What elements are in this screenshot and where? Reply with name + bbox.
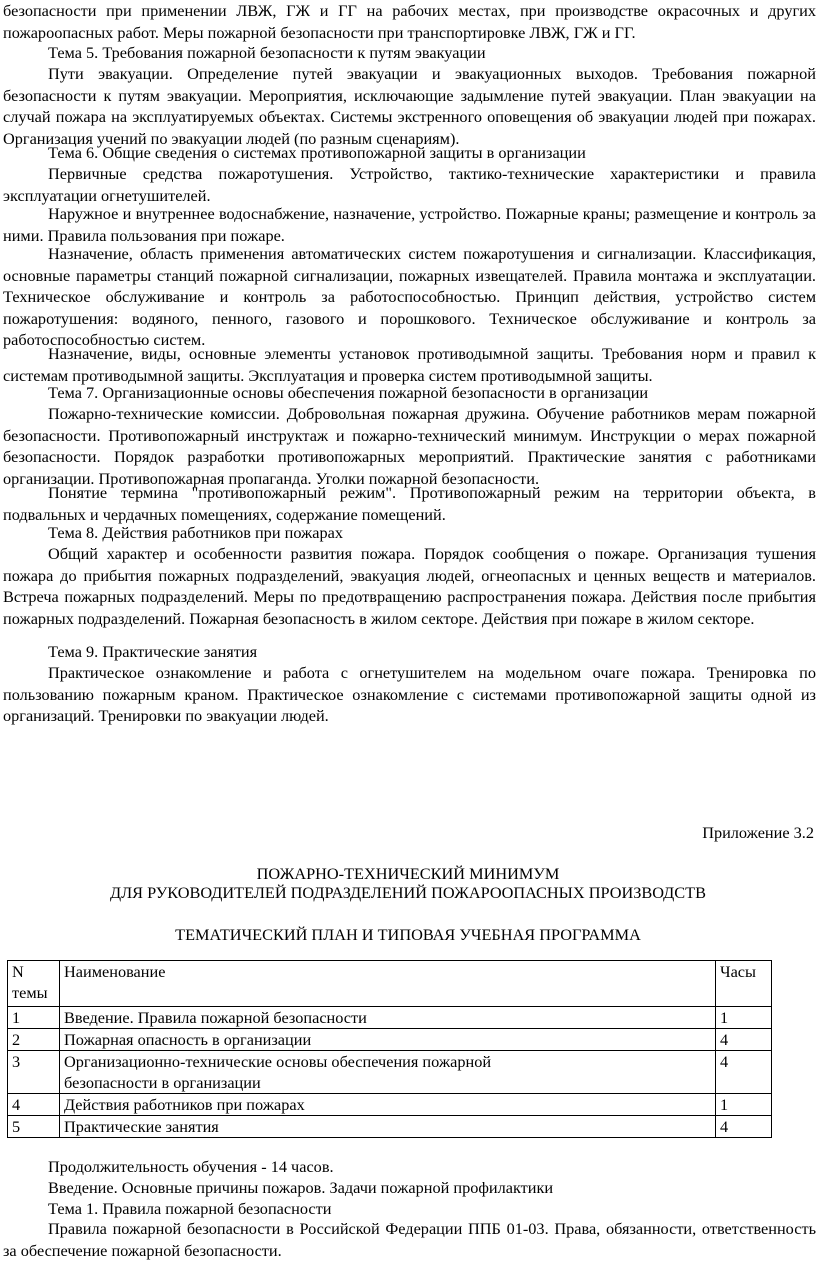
topic-name-cell: Организационно-технические основы обеспечения пожарной безопасности в организации <box>60 1051 716 1094</box>
topic-number-cell: 2 <box>8 1029 60 1051</box>
page-subtitle: ТЕМАТИЧЕСКИЙ ПЛАН И ТИПОВАЯ УЧЕБНАЯ ПРОГРАММА <box>175 925 641 944</box>
table-row <box>8 1007 772 1029</box>
topic-6-heading: Тема 6. Общие сведения о системах противопожарной защиты в организации <box>48 143 586 162</box>
thematic-plan-table <box>7 960 772 1138</box>
topic-name-cell: Действия работников при пожарах <box>60 1094 716 1116</box>
appendix-label: Приложение 3.2 <box>702 823 814 842</box>
training-duration: Продолжительность обучения - 14 часов. <box>48 1157 334 1176</box>
column-header-name: Наименование <box>60 961 716 1007</box>
table-row <box>8 1029 772 1051</box>
table-row <box>8 1051 772 1094</box>
topic-name-cell: Пожарная опасность в организации <box>60 1029 716 1051</box>
topic-name-cell: Практические занятия <box>60 1116 716 1138</box>
topic-number-cell: 4 <box>8 1094 60 1116</box>
column-header-hours: Часы <box>716 961 772 1007</box>
page-title-line-2: ДЛЯ РУКОВОДИТЕЛЕЙ ПОДРАЗДЕЛЕНИЙ ПОЖАРООПАСНЫХ ПРОИЗВОДСТВ <box>110 883 706 902</box>
table-header-row <box>8 961 772 1007</box>
paragraph-continuation: безопасности при применении ЛВЖ, ГЖ и ГГ на рабочих местах, при производстве окрасочных и других пожароопасных работ. Меры пожарной безопасности при транспортировке ЛВЖ, ГЖ и ГГ. <box>3 1 816 42</box>
hours-cell: 4 <box>716 1029 772 1051</box>
topic-number-cell: 1 <box>8 1007 60 1029</box>
topic-5-body: Пути эвакуации. Определение путей эвакуации и эвакуационных выходов. Требования пожарной безопасности к путям эвакуации. Мероприятия, исключающие задымление путей эвакуации. План эвакуации на случай пожара на эксплуатируемых объектах. Системы экстренного оповещения об эвакуации людей при пожарах. Организация учений по эвакуации людей (по разным сценариям). <box>3 64 816 148</box>
topic-6-body-water-supply: Наружное и внутреннее водоснабжение, назначение, устройство. Пожарные краны; размещение и контроль за ними. Правила пользования при пожаре. <box>3 204 816 245</box>
topic-6-body-extinguishers: Первичные средства пожаротушения. Устройство, тактико-технические характеристики и правила эксплуатации огнетушителей. <box>3 164 816 205</box>
topic-6-body-automatic-systems: Назначение, область применения автоматических систем пожаротушения и сигнализации. Классификация, основные параметры станций пожарной сигнализации, пожарных извещателей. Правила монтажа и эксплуатации. Техническое обслуживание и контроль за работоспособностью. Принцип действия, устройство систем пожаротушения: водяного, пенного, газового и порошкового. Техническое обслуживание и контроль за работоспособностью систем. <box>3 244 816 349</box>
hours-cell: 1 <box>716 1007 772 1029</box>
topic-7-body-commissions: Пожарно-технические комиссии. Добровольная пожарная дружина. Обучение работников мерам пожарной безопасности. Противопожарный инструктаж и пожарно-технический минимум. Инструкции о мерах пожарной безопасности. Порядок разработки противопожарных мероприятий. Практические занятия с работниками организации. Противопожарная пропаганда. Уголки пожарной безопасности. <box>3 404 816 488</box>
introduction-heading: Введение. Основные причины пожаров. Задачи пожарной профилактики <box>48 1178 554 1197</box>
table-row <box>8 1116 772 1138</box>
topic-7-heading: Тема 7. Организационные основы обеспечения пожарной безопасности в организации <box>48 383 649 402</box>
topic-9-body: Практическое ознакомление и работа с огнетушителем на модельном очаге пожара. Тренировка по пользованию пожарным краном. Практическое ознакомление с системами противопожарной защиты одной из организаций. Тренировки по эвакуации людей. <box>3 663 816 725</box>
topic-name-cell: Введение. Правила пожарной безопасности <box>60 1007 716 1029</box>
topic-6-body-smoke-protection: Назначение, виды, основные элементы установок противодымной защиты. Требования норм и правил к системам противодымной защиты. Эксплуатация и проверка систем противодымной защиты. <box>3 344 816 385</box>
topic-7-body-fire-regime: Понятие термина "противопожарный режим". Противопожарный режим на территории объекта, в подвальных и чердачных помещениях, содержание помещений. <box>3 483 816 524</box>
topic-number-cell: 5 <box>8 1116 60 1138</box>
topic-9-heading: Тема 9. Практические занятия <box>48 642 258 661</box>
topic-5-heading: Тема 5. Требования пожарной безопасности к путям эвакуации <box>48 43 486 62</box>
topic-8-heading: Тема 8. Действия работников при пожарах <box>48 523 344 542</box>
hours-cell: 4 <box>716 1116 772 1138</box>
topic-number-cell: 3 <box>8 1051 60 1094</box>
table-row <box>8 1094 772 1116</box>
hours-cell: 1 <box>716 1094 772 1116</box>
topic-8-body: Общий характер и особенности развития пожара. Порядок сообщения о пожаре. Организация тушения пожара до прибытия пожарных подразделений, эвакуация людей, огнеопасных и ценных веществ и материалов. Встреча пожарных подразделений. Меры по предотвращению распространения пожара. Действия после прибытия пожарных подразделений. Пожарная безопасность в жилом секторе. Действия при пожаре в жилом секторе. <box>3 544 816 628</box>
page-title-line-1: ПОЖАРНО-ТЕХНИЧЕСКИЙ МИНИМУМ <box>256 864 560 883</box>
hours-cell: 4 <box>716 1051 772 1094</box>
topic-1-body: Правила пожарной безопасности в Российской Федерации ППБ 01-03. Права, обязанности, ответственность за обеспечение пожарной безопасности. <box>3 1219 816 1260</box>
column-header-topic-number: N темы <box>8 961 60 1007</box>
topic-1-heading: Тема 1. Правила пожарной безопасности <box>48 1199 332 1218</box>
